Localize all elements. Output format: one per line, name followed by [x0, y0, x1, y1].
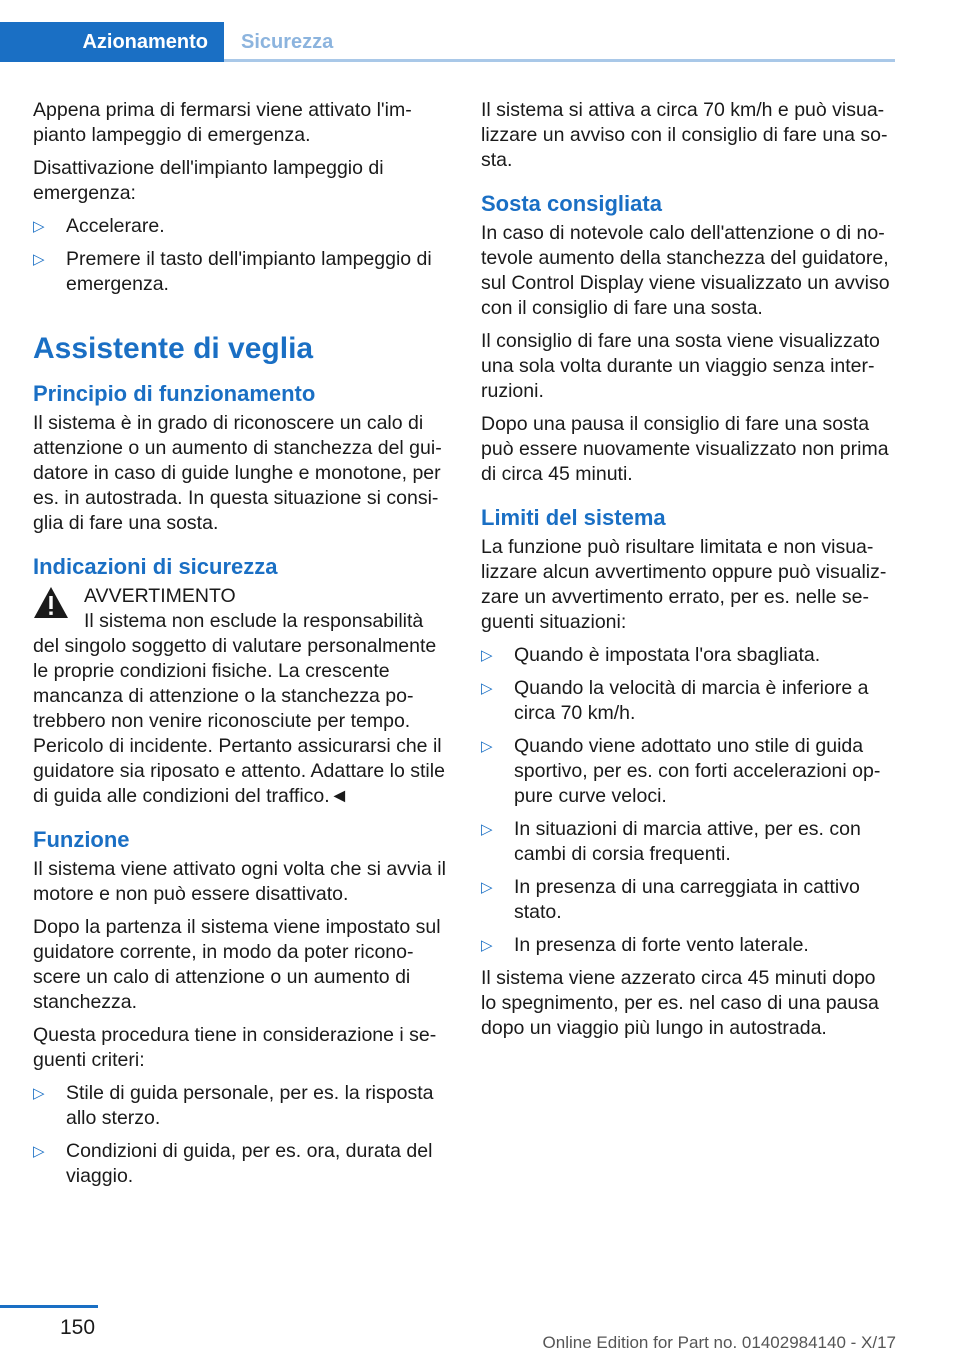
list-item: ▷ Quando è impostata l'ora sbagliata. [481, 644, 821, 666]
subsection-title: Sosta consigliata [481, 191, 662, 216]
right-column [481, 98, 896, 1049]
warning-text-first-line: Il sistema non esclude la responsabilità [84, 610, 424, 632]
triangle-bullet-icon: ▷ [33, 1143, 45, 1160]
bullet-list [481, 643, 896, 958]
list-item: ▷ Quando viene adottato uno stile di guida sportivo, per es. con forti accelerazioni oppure curve veloci. [481, 735, 881, 807]
triangle-bullet-icon: ▷ [481, 879, 493, 896]
triangle-bullet-icon: ▷ [481, 937, 493, 954]
list-item: ▷ Stile di guida personale, per es. la risposta allo sterzo. [33, 1082, 434, 1129]
tab-sicurezza[interactable]: Sicurezza [241, 31, 334, 53]
list-item: ▷ Premere il tasto dell'impianto lampeggio di emergenza. [33, 248, 432, 295]
warning-text: del singolo soggetto di valutare personalmente le proprie condizioni fisiche. La crescente mancanza di attenzione o la stanchezza potrebbero non venire riconosciute per tempo. Pericolo di incidente. Pertanto assicurarsi che il guidatore sia riposato e attento. Adattare lo stile di guida alle condizioni del traffico.◄ [33, 635, 445, 807]
edition-note: Online Edition for Part no. 01402984140 - X/17 [542, 1333, 896, 1352]
paragraph: Il sistema è in grado di riconoscere un calo di attenzione o un aumento di stanchezza del guidatore in caso di guide lunghe e monotone, per es. in autostrada. In questa situazione si consiglia di fare una sosta. [33, 412, 442, 534]
warning-title: AVVERTIMENTO [84, 585, 236, 607]
paragraph: Dopo la partenza il sistema viene impostato sul guidatore corrente, in modo da poter riconoscere un calo di attenzione o un aumento di stanchezza. [33, 916, 441, 1013]
footer-rule [0, 1305, 98, 1308]
subsection-title: Indicazioni di sicurezza [33, 554, 278, 579]
warning-block [33, 584, 448, 809]
left-column [33, 98, 448, 1197]
triangle-bullet-icon: ▷ [481, 680, 493, 697]
subsection-title: Limiti del sistema [481, 505, 666, 530]
paragraph: Il sistema viene azzerato circa 45 minuti dopo lo spegnimento, per es. nel caso di una pausa dopo un viaggio più lungo in autostrada. [481, 967, 879, 1039]
list-item: ▷ In presenza di forte vento laterale. [481, 934, 809, 956]
triangle-bullet-icon: ▷ [481, 647, 493, 664]
paragraph: Questa procedura tiene in considerazione i seguenti criteri: [33, 1024, 437, 1071]
paragraph: Il consiglio di fare una sosta viene visualizzato una sola volta durante un viaggio senza interruzioni. [481, 330, 880, 402]
list-item: ▷ In situazioni di marcia attive, per es. con cambi di corsia frequenti. [481, 818, 861, 865]
paragraph: La funzione può risultare limitata e non visualizzare alcun avvertimento oppure può visualizzare un avvertimento errato, per es. nelle seguenti situazioni: [481, 536, 887, 633]
paragraph: Disattivazione dell'impianto lampeggio di emergenza: [33, 157, 384, 204]
list-item: ▷ Accelerare. [33, 215, 165, 237]
paragraph: Dopo una pausa il consiglio di fare una sosta può essere nuovamente visualizzato non prima di circa 45 minuti. [481, 413, 889, 485]
triangle-bullet-icon: ▷ [481, 738, 493, 755]
section-tabs [0, 0, 960, 64]
list-item: ▷ Condizioni di guida, per es. ora, durata del viaggio. [33, 1140, 433, 1187]
paragraph: Appena prima di fermarsi viene attivato l'impianto lampeggio di emergenza. [33, 99, 412, 146]
subsection-title: Funzione [33, 827, 130, 852]
section-title: Assistente di veglia [33, 332, 314, 365]
paragraph: Il sistema si attiva a circa 70 km/h e può visualizzare un avviso con il consiglio di fare una sosta. [481, 99, 888, 171]
warning-triangle-icon [33, 586, 69, 619]
page-number: 150 [60, 1316, 96, 1339]
bullet-list [33, 1081, 448, 1189]
bullet-list [33, 214, 448, 297]
tab-divider [224, 59, 895, 62]
list-item: ▷ Quando la velocità di marcia è inferiore a circa 70 km/h. [481, 677, 869, 724]
tab-azionamento[interactable]: Azionamento [0, 22, 224, 62]
paragraph: Il sistema viene attivato ogni volta che si avvia il motore e non può essere disattivato. [33, 858, 446, 905]
subsection-title: Principio di funzionamento [33, 381, 316, 406]
list-item: ▷ In presenza di una carreggiata in cattivo stato. [481, 876, 860, 923]
triangle-bullet-icon: ▷ [33, 218, 45, 235]
triangle-bullet-icon: ▷ [481, 821, 493, 838]
paragraph: In caso di notevole calo dell'attenzione o di notevole aumento della stanchezza del guidatore, sul Control Display viene visualizzato un avviso con il consiglio di fare una sosta. [481, 222, 890, 319]
triangle-bullet-icon: ▷ [33, 251, 45, 268]
triangle-bullet-icon: ▷ [33, 1085, 45, 1102]
